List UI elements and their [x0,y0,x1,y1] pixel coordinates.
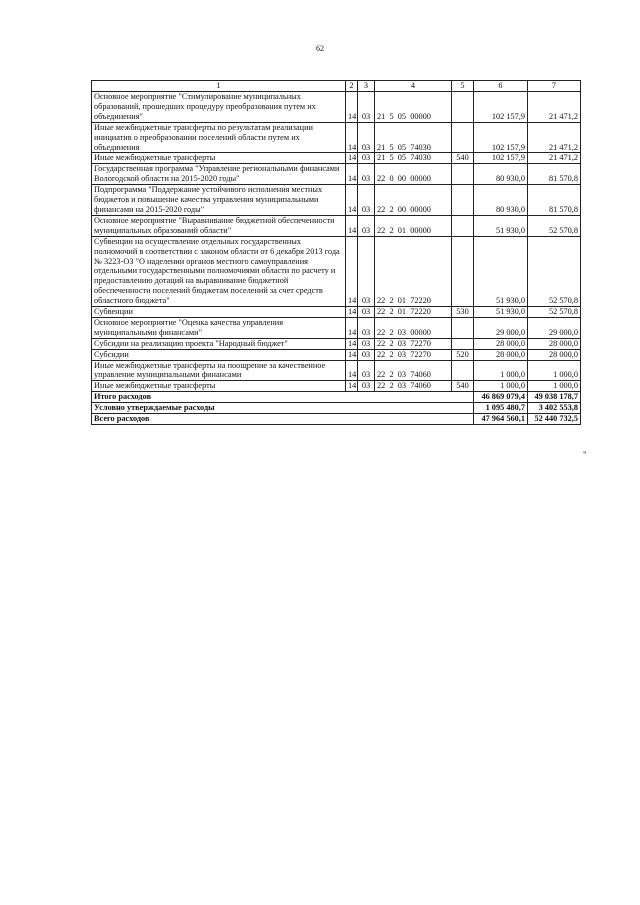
expense-type-code [452,236,474,306]
amount-col-7: 21 471,2 [528,92,581,123]
target-article-code: 22 2 03 74060 [375,360,452,381]
section-code: 14 [346,360,358,381]
amount-col-7: 28 000,0 [528,349,581,360]
total-row [92,392,581,403]
amount-col-7: 52 570,8 [528,236,581,306]
amount-col-7: 28 000,0 [528,338,581,349]
amount-col-7: 21 471,2 [528,153,581,164]
table-row [92,92,581,123]
amount-col-6: 28 000,0 [474,338,528,349]
amount-col-7: 52 570,8 [528,215,581,236]
target-article-code: 21 5 05 74030 [375,153,452,164]
table-row [92,236,581,306]
subsection-code: 03 [358,317,375,338]
expense-type-code [452,360,474,381]
subsection-code: 03 [358,338,375,349]
row-name: Подпрограмма "Поддержание устойчивого исполнения местных бюджетов и повышение качества управления муниципальными финансами на 2015-2020 годы" [92,185,346,216]
total-col-7: 3 402 553,8 [528,403,581,414]
amount-col-6: 51 930,0 [474,215,528,236]
total-label: Всего расходов [92,414,474,425]
subsection-code: 03 [358,381,375,392]
expense-type-code [452,317,474,338]
section-code: 14 [346,215,358,236]
column-header: 1 [92,81,346,92]
section-code: 14 [346,122,358,153]
row-name: Основное мероприятие "Выравнивание бюджетной обеспеченности муниципальных образований области" [92,215,346,236]
subsection-code: 03 [358,122,375,153]
amount-col-7: 52 570,8 [528,307,581,318]
amount-col-6: 80 930,0 [474,185,528,216]
target-article-code: 22 2 03 00000 [375,317,452,338]
table-row [92,307,581,318]
amount-col-6: 1 000,0 [474,360,528,381]
total-col-7: 49 038 178,7 [528,392,581,403]
expense-type-code: 540 [452,381,474,392]
amount-col-7: 21 471,2 [528,122,581,153]
column-header: 3 [358,81,375,92]
subsection-code: 03 [358,307,375,318]
table-row [92,360,581,381]
table-row [92,338,581,349]
subsection-code: 03 [358,236,375,306]
amount-col-7: 1 000,0 [528,360,581,381]
amount-col-7: 29 000,0 [528,317,581,338]
amount-col-6: 102 157,9 [474,153,528,164]
table-row [92,185,581,216]
amount-col-6: 102 157,9 [474,92,528,123]
total-label: Условно утверждаемые расходы [92,403,474,414]
column-header: 4 [375,81,452,92]
subsection-code: 03 [358,164,375,185]
subsection-code: 03 [358,215,375,236]
subsection-code: 03 [358,360,375,381]
total-row [92,403,581,414]
table-row [92,215,581,236]
expense-type-code [452,164,474,185]
amount-col-7: 81 570,8 [528,185,581,216]
table-row [92,153,581,164]
table-row [92,164,581,185]
section-code: 14 [346,307,358,318]
expense-type-code [452,215,474,236]
closing-quote-mark: " [583,450,587,460]
amount-col-6: 29 000,0 [474,317,528,338]
expense-type-code [452,92,474,123]
table-row [92,349,581,360]
target-article-code: 22 2 01 00000 [375,215,452,236]
row-name: Иные межбюджетные трансферты на поощрение за качественное управление муниципальными финансами [92,360,346,381]
amount-col-7: 1 000,0 [528,381,581,392]
budget-table [91,80,581,425]
target-article-code: 22 2 03 72270 [375,349,452,360]
expense-type-code [452,338,474,349]
amount-col-6: 102 157,9 [474,122,528,153]
expense-type-code: 520 [452,349,474,360]
target-article-code: 22 2 00 00000 [375,185,452,216]
amount-col-6: 28 000,0 [474,349,528,360]
total-col-6: 1 095 480,7 [474,403,528,414]
target-article-code: 22 2 01 72220 [375,307,452,318]
row-name: Основное мероприятие "Оценка качества управления муниципальными финансами" [92,317,346,338]
table-header-row [92,81,581,92]
section-code: 14 [346,153,358,164]
section-code: 14 [346,92,358,123]
column-header: 2 [346,81,358,92]
expense-type-code [452,185,474,216]
subsection-code: 03 [358,349,375,360]
total-col-6: 46 869 079,4 [474,392,528,403]
section-code: 14 [346,236,358,306]
amount-col-6: 51 930,0 [474,307,528,318]
row-name: Субвенции [92,307,346,318]
section-code: 14 [346,164,358,185]
table-row [92,122,581,153]
column-header: 7 [528,81,581,92]
subsection-code: 03 [358,185,375,216]
amount-col-6: 1 000,0 [474,381,528,392]
amount-col-6: 51 930,0 [474,236,528,306]
row-name: Иные межбюджетные трансферты по результатам реализации инициатив о преобразовании поселений области путем их объединения [92,122,346,153]
total-col-6: 47 964 560,1 [474,414,528,425]
table-row [92,317,581,338]
target-article-code: 21 5 05 00000 [375,92,452,123]
row-name: Основное мероприятие "Стимулирование муниципальных образований, прошедших процедуру преобразования путем их объединения" [92,92,346,123]
section-code: 14 [346,185,358,216]
target-article-code: 22 0 00 00000 [375,164,452,185]
amount-col-6: 80 930,0 [474,164,528,185]
table-row [92,381,581,392]
section-code: 14 [346,317,358,338]
row-name: Государственная программа "Управление региональными финансами Вологодской области на 2015-2020 годы" [92,164,346,185]
target-article-code: 22 2 03 74060 [375,381,452,392]
target-article-code: 21 5 05 74030 [375,122,452,153]
expense-type-code: 530 [452,307,474,318]
total-col-7: 52 440 732,5 [528,414,581,425]
column-header: 6 [474,81,528,92]
section-code: 14 [346,349,358,360]
section-code: 14 [346,338,358,349]
section-code: 14 [346,381,358,392]
expense-type-code [452,122,474,153]
subsection-code: 03 [358,153,375,164]
row-name: Субсидии на реализацию проекта "Народный бюджет" [92,338,346,349]
total-label: Итого расходов [92,392,474,403]
row-name: Иные межбюджетные трансферты [92,153,346,164]
target-article-code: 22 2 01 72220 [375,236,452,306]
row-name: Субсидии [92,349,346,360]
row-name: Иные межбюджетные трансферты [92,381,346,392]
table-body [92,92,581,425]
amount-col-7: 81 570,8 [528,164,581,185]
column-header: 5 [452,81,474,92]
page-number: 62 [316,44,324,53]
subsection-code: 03 [358,92,375,123]
expense-type-code: 540 [452,153,474,164]
row-name: Субвенции на осуществление отдельных государственных полномочий в соответствии с законом области от 6 декабря 2013 года № 3223-ОЗ "О наделении органов местного самоуправления отдельными государственными полномочиями области по расчету и предоставлению дотаций на выравнивание бюджетной обеспеченности поселений бюджетам поселений за счет средств областного бюджета" [92,236,346,306]
total-row [92,414,581,425]
target-article-code: 22 2 03 72270 [375,338,452,349]
